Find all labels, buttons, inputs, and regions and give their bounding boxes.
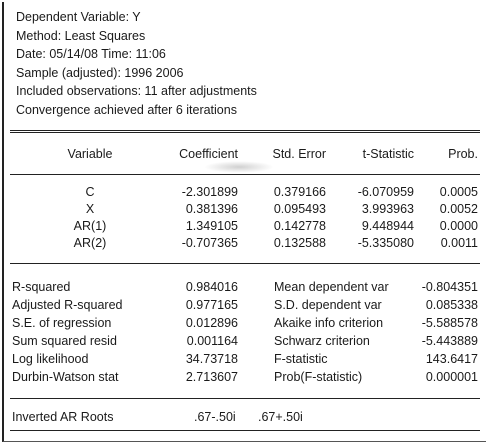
stat-label-right: F-statistic <box>274 352 328 366</box>
col-header-coefficient: Coefficient <box>179 147 238 161</box>
table-top-rule <box>10 130 480 133</box>
stat-value: 34.73718 <box>185 352 238 366</box>
t-statistic-value: 9.448944 <box>361 219 414 233</box>
stat-value-right: 0.000001 <box>425 370 478 384</box>
output-header <box>16 8 257 120</box>
variable-name: AR(1) <box>73 219 107 233</box>
date-time-line: Date: 05/14/08 Time: 11:06 <box>16 47 166 62</box>
header-separator-rule <box>10 174 480 175</box>
root-value: .67-.50i <box>194 410 236 424</box>
coefficient-value: -0.707365 <box>181 236 238 250</box>
stat-value: 0.001164 <box>186 334 238 348</box>
stat-value: 0.984016 <box>185 280 238 294</box>
stat-value: 2.713607 <box>185 370 238 384</box>
variable-name: AR(2) <box>73 236 107 250</box>
prob-value: 0.0052 <box>439 202 478 216</box>
variable-name: X <box>85 202 95 216</box>
std-error-value: 0.142778 <box>273 219 326 233</box>
stat-value-right: -0.804351 <box>421 280 478 294</box>
scan-smudge <box>204 161 274 173</box>
stat-label: Adjusted R-squared <box>12 298 123 312</box>
stat-label: Sum squared resid <box>12 334 117 348</box>
observations-line: Included observations: 11 after adjustments <box>16 84 257 99</box>
t-statistic-value: -5.335080 <box>357 236 414 250</box>
std-error-value: 0.379166 <box>273 185 326 199</box>
variable-name: C <box>85 185 95 199</box>
stat-value-right: 143.6417 <box>425 352 478 366</box>
coefficient-value: 0.381396 <box>185 202 238 216</box>
stat-label: Durbin-Watson stat <box>12 370 119 384</box>
t-statistic-value: -6.070959 <box>357 185 414 199</box>
stat-label: Log likelihood <box>12 352 89 366</box>
root-value: .67+.50i <box>258 410 303 424</box>
stat-value-right: 0.085338 <box>425 298 478 312</box>
coefficient-value: -2.301899 <box>181 185 238 199</box>
stat-label-right: S.D. dependent var <box>274 298 382 312</box>
std-error-value: 0.095493 <box>273 202 326 216</box>
sample-line: Sample (adjusted): 1996 2006 <box>16 65 184 80</box>
std-error-value: 0.132588 <box>273 236 326 250</box>
stat-label: S.E. of regression <box>12 316 112 330</box>
method-line: Method: Least Squares <box>16 28 146 43</box>
stat-value: 0.977165 <box>185 298 238 312</box>
t-statistic-value: 3.993963 <box>361 202 414 216</box>
regression-output-panel <box>2 2 486 442</box>
stat-value: 0.012896 <box>185 316 238 330</box>
dependent-variable-line: Dependent Variable: Y <box>16 10 141 24</box>
prob-value: 0.0005 <box>439 185 478 199</box>
table-bottom-rule <box>10 430 480 431</box>
stat-value-right: -5.443889 <box>421 334 478 348</box>
col-header-std-error: Std. Error <box>272 147 326 161</box>
stat-value-right: -5.588578 <box>421 316 478 330</box>
stat-label-right: Akaike info criterion <box>274 316 384 330</box>
stat-label-right: Mean dependent var <box>274 280 389 294</box>
roots-label: Inverted AR Roots <box>12 410 114 424</box>
coefficients-bottom-rule <box>10 263 480 264</box>
convergence-line: Convergence achieved after 6 iterations <box>16 102 237 117</box>
stat-label-right: Schwarz criterion <box>274 334 370 348</box>
stats-bottom-rule <box>10 398 480 399</box>
col-header-prob: Prob. <box>448 147 478 161</box>
prob-value: 0.0011 <box>440 236 478 250</box>
prob-value: 0.0000 <box>439 219 478 233</box>
col-header-variable: Variable <box>67 147 113 161</box>
stat-label-right: Prob(F-statistic) <box>274 370 363 384</box>
coefficient-value: 1.349105 <box>185 219 238 233</box>
col-header-t-statistic: t-Statistic <box>362 147 414 161</box>
stat-label: R-squared <box>12 280 71 294</box>
